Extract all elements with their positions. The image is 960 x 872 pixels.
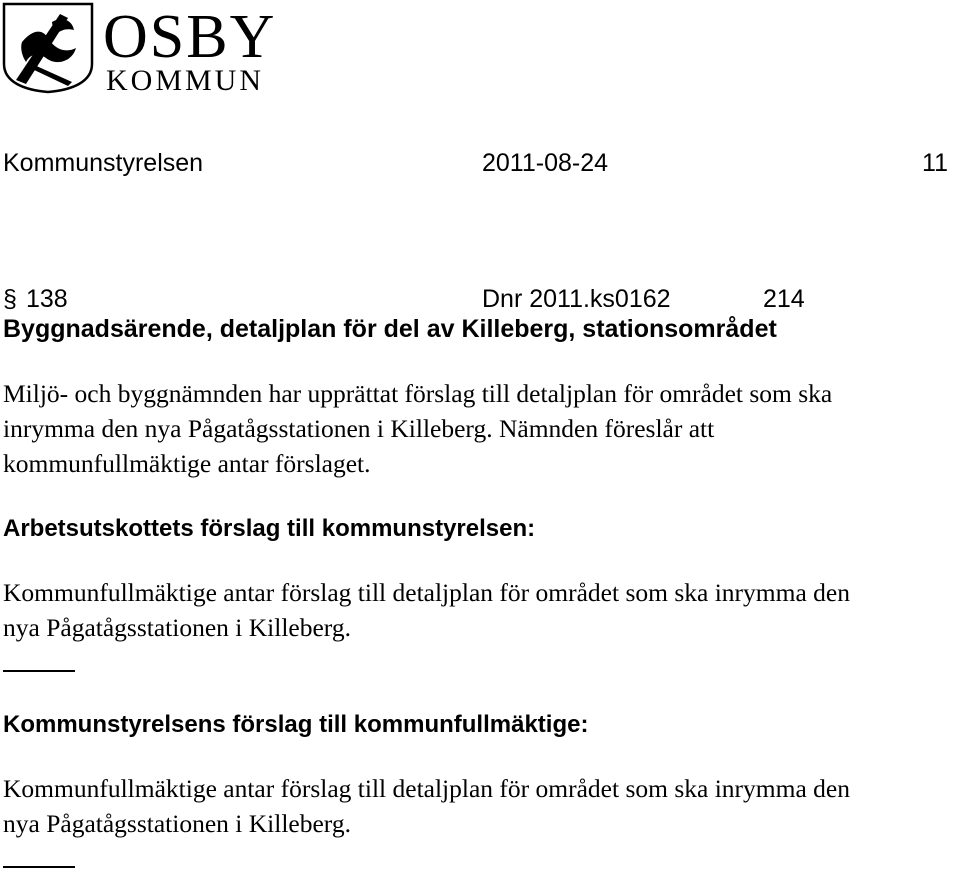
section-divider	[3, 670, 75, 672]
committee-proposal-line: nya Pågatågsstationen i Killeberg.	[3, 613, 351, 642]
board-proposal-heading: Kommunstyrelsens förslag till kommunfullmäktige:	[3, 711, 589, 738]
body-line: kommunfullmäktige antar förslaget.	[3, 449, 371, 478]
board-proposal-line: Kommunfullmäktige antar förslag till detaljplan för området som ska inrymma den	[3, 774, 850, 803]
section-divider	[3, 866, 75, 868]
case-title: Byggnadsärende, detaljplan för del av Killeberg, stationsområdet	[3, 315, 777, 343]
case-number: 138	[26, 285, 68, 313]
header-date: 2011-08-24	[482, 149, 609, 177]
board-proposal-line: nya Pågatågsstationen i Killeberg.	[3, 809, 351, 838]
header-organization: Kommunstyrelsen	[3, 149, 204, 177]
header-page-number: 11	[922, 149, 948, 177]
body-line: Miljö- och byggnämnden har upprättat förslag till detaljplan för området som ska	[3, 379, 833, 408]
committee-proposal-heading: Arbetsutskottets förslag till kommunstyrelsen:	[3, 515, 536, 542]
osby-coat-of-arms-icon	[2, 2, 94, 94]
paragraph-sign: §	[3, 285, 17, 313]
committee-proposal-line: Kommunfullmäktige antar förslag till detaljplan för området som ska inrymma den	[3, 578, 850, 607]
logo-name: OSBY	[103, 3, 277, 71]
logo-subtitle: KOMMUN	[106, 64, 265, 97]
diary-number: Dnr 2011.ks0162	[482, 285, 671, 313]
case-code: 214	[763, 285, 805, 313]
body-line: inrymma den nya Pågatågsstationen i Killeberg. Nämnden föreslår att	[3, 414, 715, 443]
